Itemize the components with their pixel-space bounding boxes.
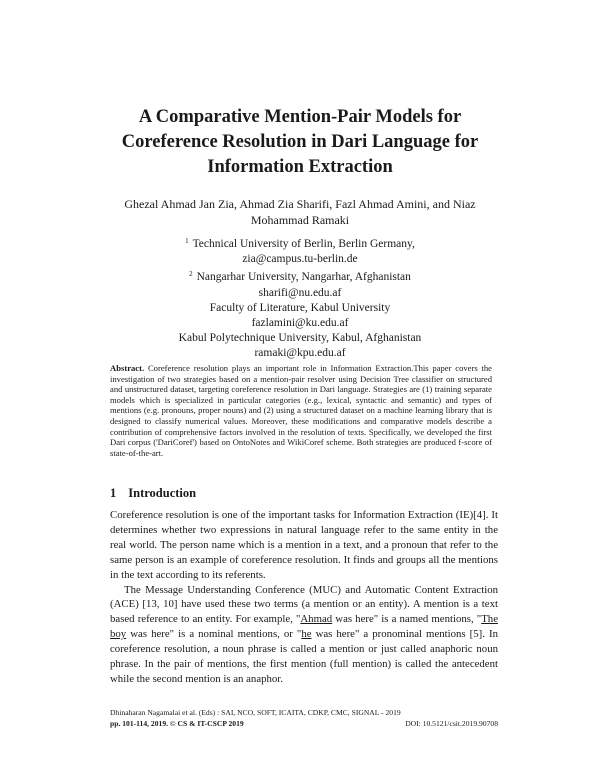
title-line-2: Coreference Resolution in Dari Language for (121, 132, 479, 152)
abstract-label: Abstract. (110, 363, 145, 373)
affiliation-text: Technical University of Berlin, Berlin Germany, (192, 238, 415, 250)
affiliation-4 (95, 331, 505, 346)
example-mention-the-boy: The boy (110, 613, 498, 641)
authors-line-1: Ghezal Ahmad Jan Zia, Ahmad Zia Sharifi, Fazl Ahmad Amini, and Niaz (124, 197, 476, 211)
affiliation-text: sharifi@nu.edu.af (258, 286, 342, 299)
footer-editors: Dhinaharan Nagamalai et al. (Eds) : SAI, NCO, SOFT, ICAITA, CDKP, CMC, SIGNAL - 2019 (110, 708, 401, 717)
affiliation-text: Nangarhar University, Nangarhar, Afghanistan (196, 271, 411, 284)
section-title: Introduction (128, 486, 197, 500)
footer-pages: pp. 101-114, 2019. © CS & IT-CSCP 2019 (110, 719, 244, 728)
authors-line-2: Mohammad Ramaki (250, 213, 350, 227)
section-number: 1 (110, 486, 117, 500)
affiliation-1-email (95, 252, 505, 267)
affiliation-2 (95, 267, 505, 285)
introduction-body (110, 508, 498, 687)
title-line-1: A Comparative Mention-Pair Models for (138, 107, 462, 127)
paper-title (90, 105, 510, 180)
affiliation-text: fazlamini@ku.edu.af (251, 317, 349, 330)
affiliation-3 (95, 301, 505, 316)
author-list (95, 196, 505, 228)
example-mention-ahmad: Ahmad (300, 613, 333, 626)
affiliation-2-email (95, 286, 505, 301)
affiliation-mark: 2 (189, 270, 193, 279)
example-mention-he: he (301, 628, 312, 641)
footer-meta (110, 719, 498, 730)
title-line-3: Information Extraction (207, 157, 393, 177)
affiliation-4-email (95, 346, 505, 361)
affiliation-text: Kabul Polytechnique University, Kabul, Afghanistan (178, 332, 422, 345)
abstract-text: Coreference resolution plays an important role in Information Extraction.This paper covers the investigation of two strategies based on a mention-pair resolver using Decision Tree classifier on structured and unstructured dataset, targeting coreference resolution in Dari language. Strategies are (1) training separate models which is specialized in particular categories (e.g., lexical, syntactic and semantic) and types of mentions (e.g. pronouns, proper nouns) and (2) using a structured dataset on a machine learning library that is designed to classify numerical values. Moreover, these modifications and comparative models describe a contribution of comprehensive factors involved in the resolution of texts. Specifically, we developed the first Dari corpus ('DariCoref') based on OntoNotes and WikiCoref scheme. Both strategies are produced f-score of state-of-the-art. (110, 363, 492, 458)
paragraph-2-part-b: was here" is a named mentions, " (332, 613, 482, 626)
paragraph-2 (110, 583, 498, 687)
affiliation-3-email (95, 316, 505, 331)
paragraph-1: Coreference resolution is one of the important tasks for Information Extraction (IE)[4]. It determines whether two expressions in natural language refer to the same entity in the real world. The person name which is a mention in a text, and a pronoun that refer to the same person is an example of coreference resolution. It finds and groups all the mentions in the text according to its referents. (110, 509, 498, 581)
affiliation-text: Faculty of Literature, Kabul University (209, 301, 391, 314)
footer-doi: DOI: 10.5121/csit.2019.90708 (405, 719, 498, 728)
paragraph-2-part-a: The Message Understanding Conference (MUC) and Automatic Content Extraction (ACE) [13, 10] have used these two terms (a mention or an entity). A mention is a text based reference to an entity. For example, " (110, 583, 498, 626)
paragraph-2-part-d: was here" a pronominal mentions [5]. In coreference resolution, a noun phrase is called a mention or just called anaphoric noun phrase. In the pair of mentions, the first mention (full mention) is called the antecedent while the second mention is an anaphor. (110, 628, 498, 685)
affiliation-text: zia@campus.tu-berlin.de (242, 253, 358, 266)
affiliation-text: ramaki@kpu.edu.af (254, 347, 346, 360)
abstract (110, 363, 492, 458)
affiliations (95, 234, 505, 362)
section-heading-introduction (110, 486, 196, 501)
affiliation-1 (95, 234, 505, 252)
affiliation-mark: 1 (185, 237, 189, 245)
paragraph-2-part-c: was here" is a nominal mentions, or " (126, 628, 302, 641)
